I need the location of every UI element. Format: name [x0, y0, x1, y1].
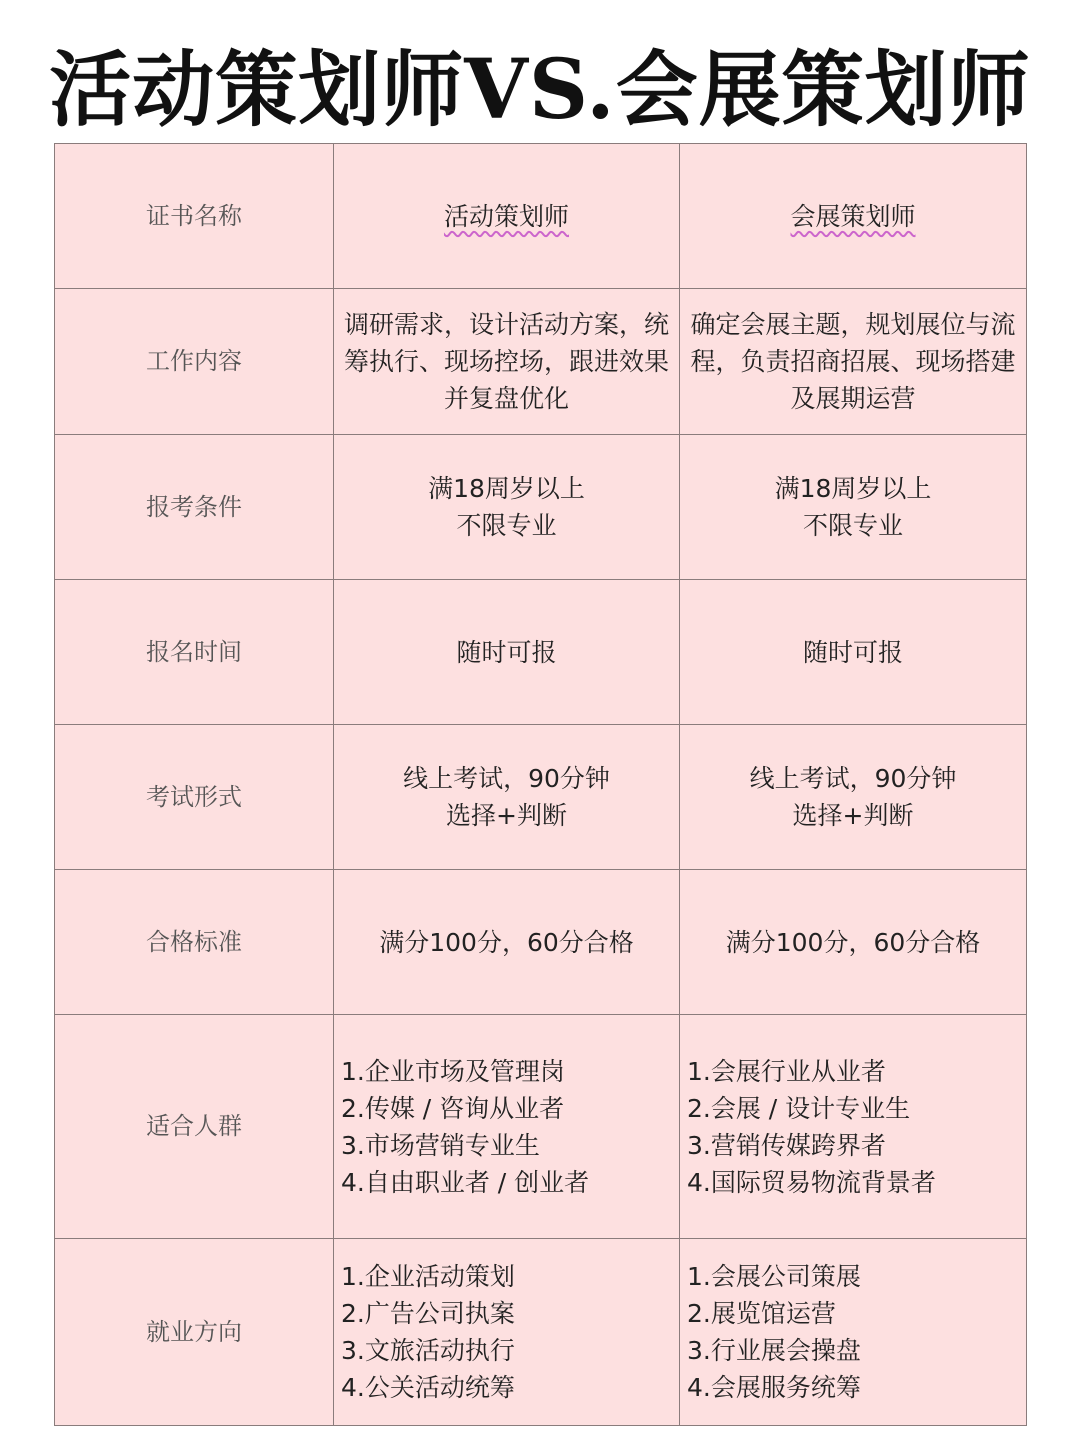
row-label-registration-time: 报名时间	[55, 580, 334, 725]
comparison-table	[54, 143, 1027, 1426]
cell-line: 满18周岁以上	[774, 474, 932, 503]
table-row-target-audience	[55, 1015, 1027, 1239]
list-item: 2.传媒 / 咨询从业者	[341, 1093, 565, 1123]
list-item: 4.自由职业者 / 创业者	[341, 1167, 590, 1197]
row-label-target-audience: 适合人群	[55, 1015, 334, 1239]
cell-event-career-direction	[334, 1239, 680, 1426]
cell-line: 随时可报	[456, 637, 557, 667]
row-label-career-direction: 就业方向	[55, 1239, 334, 1426]
cell-line: 满分100分，60分合格	[379, 927, 634, 957]
row-label-passing-standard: 合格标准	[55, 870, 334, 1015]
row-label-cert-name: 证书名称	[55, 144, 334, 289]
table-row-registration-time	[55, 580, 1027, 725]
cell-exhibition-career-direction	[680, 1239, 1027, 1426]
list-item: 1.企业活动策划	[341, 1262, 515, 1291]
cell-event-requirements	[334, 435, 680, 580]
list-item: 2.会展 / 设计专业生	[687, 1093, 911, 1123]
header-event-planner-text: 活动策划师	[443, 201, 569, 231]
cell-event-registration-time	[334, 580, 680, 725]
header-exhibition-planner-text: 会展策划师	[790, 201, 916, 231]
header-cell-event-planner	[334, 144, 680, 289]
list-item: 4.会展服务统筹	[687, 1373, 861, 1402]
list-item: 1.会展行业从业者	[687, 1056, 886, 1086]
row-label-exam-format: 考试形式	[55, 725, 334, 870]
list-item: 1.会展公司策展	[687, 1262, 861, 1291]
row-label-job-content: 工作内容	[55, 289, 334, 435]
header-cell-exhibition-planner	[680, 144, 1027, 289]
cell-exhibition-job-content	[680, 289, 1027, 435]
cell-text: 调研需求，设计活动方案，统筹执行、现场控场，跟进效果并复盘优化	[343, 310, 669, 413]
list-item: 4.国际贸易物流背景者	[687, 1167, 936, 1197]
list-item: 3.营销传媒跨界者	[687, 1130, 886, 1160]
cell-exhibition-registration-time	[680, 580, 1027, 725]
cell-line: 线上考试，90分钟	[749, 764, 957, 793]
comparison-table-container	[54, 143, 1026, 1425]
table-row-exam-format	[55, 725, 1027, 870]
cell-line: 选择+判断	[446, 801, 567, 830]
cell-event-exam-format	[334, 725, 680, 870]
list-item: 3.行业展会操盘	[687, 1336, 861, 1365]
list-item: 4.公关活动统筹	[341, 1373, 515, 1402]
list-item: 2.展览馆运营	[687, 1299, 836, 1328]
cell-text: 确定会展主题，规划展位与流程，负责招商招展、现场搭建及展期运营	[690, 310, 1016, 413]
table-row-career-direction	[55, 1239, 1027, 1426]
cell-event-target-audience	[334, 1015, 680, 1239]
list-item: 3.文旅活动执行	[341, 1336, 515, 1365]
table-row-requirements	[55, 435, 1027, 580]
row-label-requirements: 报考条件	[55, 435, 334, 580]
cell-line: 满分100分，60分合格	[725, 927, 981, 957]
table-row-job-content	[55, 289, 1027, 435]
page-title: 活动策划师VS.会展策划师	[49, 42, 1031, 138]
list-item: 2.广告公司执案	[341, 1299, 515, 1328]
cell-line: 随时可报	[802, 637, 903, 667]
cell-line: 选择+判断	[792, 801, 914, 830]
cell-line: 不限专业	[456, 511, 557, 540]
table-row-passing-standard	[55, 870, 1027, 1015]
table-header-row	[55, 144, 1027, 289]
cell-line: 不限专业	[802, 511, 903, 540]
cell-event-job-content	[334, 289, 680, 435]
cell-line: 满18周岁以上	[428, 474, 585, 503]
list-item: 3.市场营销专业生	[341, 1130, 540, 1160]
cell-exhibition-exam-format	[680, 725, 1027, 870]
list-item: 1.企业市场及管理岗	[341, 1056, 565, 1086]
cell-exhibition-target-audience	[680, 1015, 1027, 1239]
cell-line: 线上考试，90分钟	[403, 764, 610, 793]
cell-exhibition-passing-standard	[680, 870, 1027, 1015]
cell-exhibition-requirements	[680, 435, 1027, 580]
cell-event-passing-standard	[334, 870, 680, 1015]
